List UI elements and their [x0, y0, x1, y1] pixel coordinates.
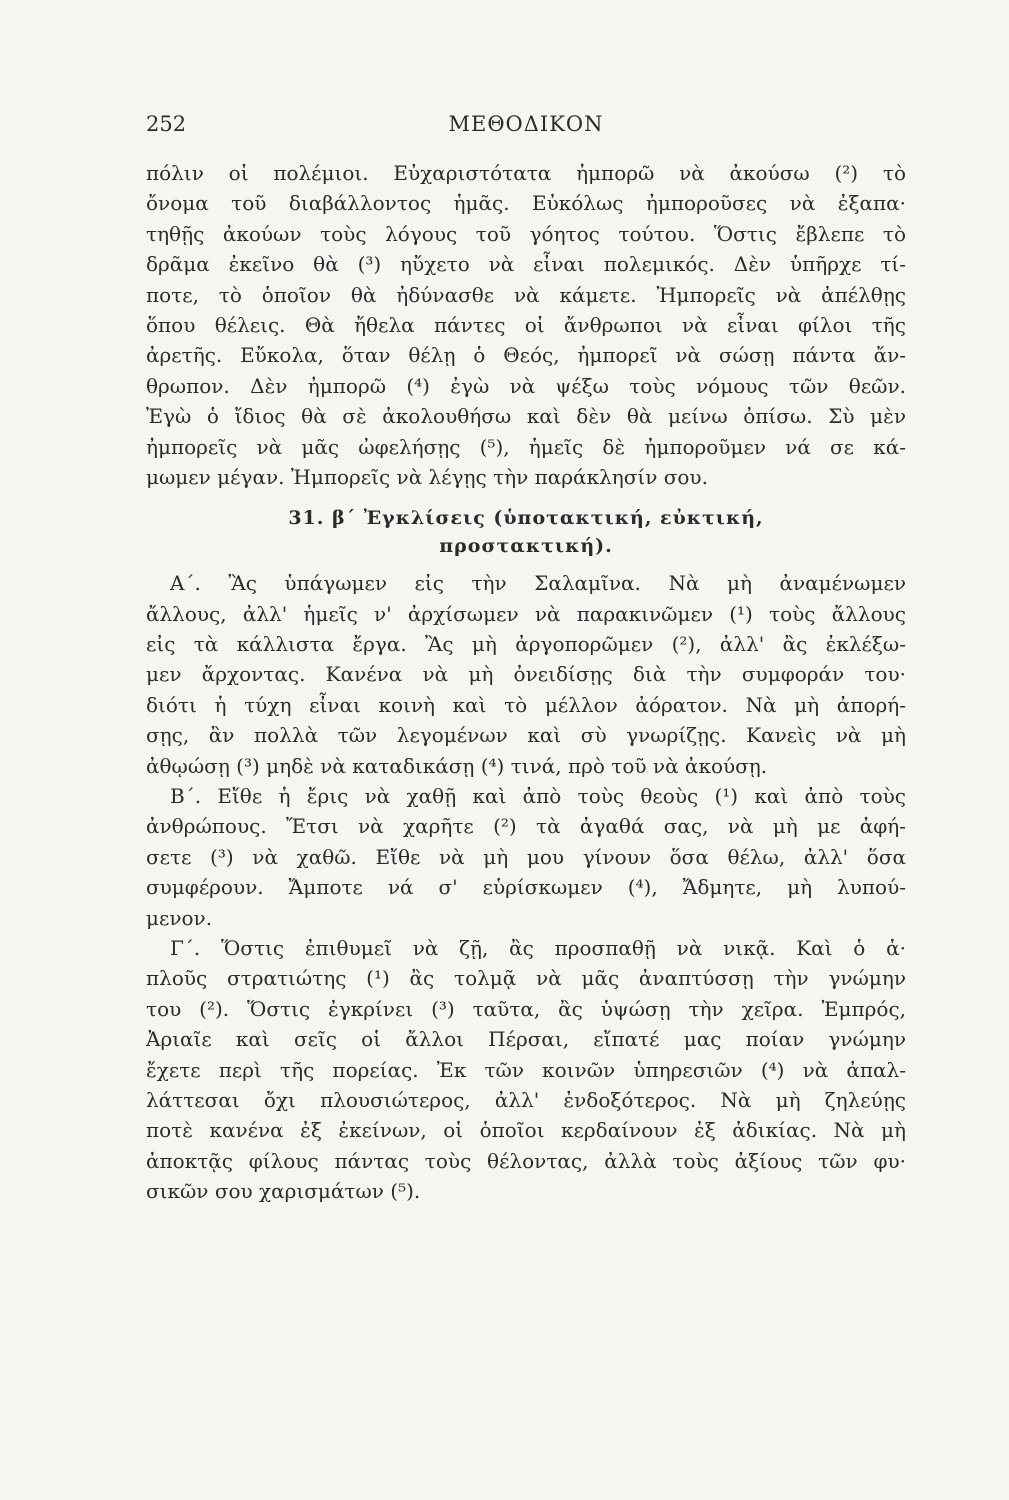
text-line: σικῶν σου χαρισμάτων (⁵).	[146, 1179, 421, 1204]
text-line: τηθῇς ἀκούων τοὺς λόγους τοῦ γόητος τούτου. Ὅστις ἔβλεπε τὸ	[146, 221, 906, 246]
text-line: ἀθῳώσῃ (³) μηδὲ νὰ καταδικάσῃ (⁴) τινά, πρὸ τοῦ νὰ ἀκούσῃ.	[146, 753, 768, 778]
text-line: ὄνομα τοῦ διαβάλλοντος ἡμᾶς. Εὐκόλως ἠμποροῦσες νὰ ἐξαπα·	[146, 191, 906, 216]
text-line: ἄλλους, ἀλλ' ἡμεῖς ν' ἀρχίσωμεν νὰ παρακινῶμεν (¹) τοὺς ἄλλους	[146, 601, 906, 626]
text-line: ἀνθρώπους. Ἔτσι νὰ χαρῆτε (²) τὰ ἀγαθά σας, νὰ μὴ με ἀφή-	[146, 814, 906, 839]
section-heading-continued: προστακτική).	[439, 535, 613, 558]
text-line: Ἐγὼ ὁ ἴδιος θὰ σὲ ἀκολουθήσω καὶ δὲν θὰ μείνω ὀπίσω. Σὺ μὲν	[146, 404, 906, 429]
text-line: δρᾶμα ἐκεῖνο θὰ (³) ηὔχετο νὰ εἶναι πολεμικός. Δὲν ὑπῆρχε τί-	[146, 252, 906, 277]
text-line: εἰς τὰ κάλλιστα ἔργα. Ἂς μὴ ἀργοπορῶμεν (²), ἀλλ' ἂς ἐκλέξω-	[146, 632, 906, 657]
paragraph-1	[146, 158, 906, 492]
text-line: ἀρετῆς. Εὔκολα, ὅταν θέλῃ ὁ Θεός, ἠμπορεῖ νὰ σώσῃ πάντα ἄν-	[146, 343, 906, 368]
text-line: ὅπου θέλεις. Θὰ ἤθελα πάντες οἱ ἄνθρωποι νὰ εἶναι φίλοι τῆς	[146, 312, 906, 337]
page-body	[146, 158, 906, 1207]
text-line: Β΄. Εἴθε ἡ ἔρις νὰ χαθῇ καὶ ἀπὸ τοὺς θεοὺς (¹) καὶ ἀπὸ τοὺς	[170, 784, 906, 809]
text-line: ἀποκτᾷς φίλους πάντας τοὺς θέλοντας, ἀλλὰ τοὺς ἀξίους τῶν φυ·	[146, 1148, 906, 1173]
text-line: ἔχετε περὶ τῆς πορείας. Ἐκ τῶν κοινῶν ὑπηρεσιῶν (⁴) νὰ ἀπαλ-	[146, 1057, 906, 1082]
exercise-c	[146, 933, 906, 1207]
exercise-b	[146, 781, 906, 933]
text-line: πόλιν οἱ πολέμιοι. Εὐχαριστότατα ἠμπορῶ νὰ ἀκούσω (²) τὸ	[146, 161, 906, 185]
text-line: μενον.	[146, 905, 213, 930]
text-line: Α΄. Ἂς ὑπάγωμεν εἰς τὴν Σαλαμῖνα. Νὰ μὴ ἀναμένωμεν	[170, 571, 906, 596]
text-line: ποτε, τὸ ὁποῖον θὰ ἠδύνασθε νὰ κάμετε. Ἠμπορεῖς νὰ ἀπέλθῃς	[146, 282, 906, 307]
text-line: του (²). Ὅστις ἐγκρίνει (³) ταῦτα, ἂς ὑψώσῃ τὴν χεῖρα. Ἐμπρός,	[146, 996, 906, 1021]
page-number: 252	[146, 112, 187, 136]
text-line: συμφέρουν. Ἄμποτε νά σ' εὑρίσκωμεν (⁴), Ἄδμητε, μὴ λυπού-	[146, 875, 906, 900]
text-line: διότι ἡ τύχη εἶναι κοινὴ καὶ τὸ μέλλον ἀόρατον. Νὰ μὴ ἀπορή-	[146, 692, 906, 717]
running-title: ΜΕΘΟΔΙΚΟΝ	[448, 112, 604, 136]
text-line: Γ΄. Ὅστις ἐπιθυμεῖ νὰ ζῇ, ἂς προσπαθῇ νὰ νικᾷ. Καὶ ὁ ἁ·	[170, 935, 906, 960]
text-line: ἠμπορεῖς νὰ μᾶς ὠφελήσῃς (⁵), ἡμεῖς δὲ ἠμποροῦμεν νά σε κά-	[146, 434, 906, 459]
text-line: θρωπον. Δὲν ἠμπορῶ (⁴) ἐγὼ νὰ ψέξω τοὺς νόμους τῶν θεῶν.	[146, 373, 906, 398]
text-line: σῃς, ἂν πολλὰ τῶν λεγομένων καὶ σὺ γνωρίζῃς. Κανεὶς νὰ μὴ	[146, 723, 906, 748]
text-line: ποτὲ κανένα ἐξ ἐκείνων, οἱ ὁποῖοι κερδαίνουν ἐξ ἀδικίας. Νὰ μὴ	[146, 1118, 906, 1143]
page-header	[146, 112, 906, 142]
text-line: λάττεσαι ὄχι πλουσιώτερος, ἀλλ' ἐνδοξότερος. Νὰ μὴ ζηλεύῃς	[146, 1087, 906, 1112]
text-line: πλοῦς στρατιώτης (¹) ἂς τολμᾷ νὰ μᾶς ἀναπτύσσῃ τὴν γνώμην	[146, 966, 906, 991]
text-line: μεν ἄρχοντας. Κανένα νὰ μὴ ὀνειδίσῃς διὰ τὴν συμφοράν του·	[146, 662, 906, 687]
text-line: σετε (³) νὰ χαθῶ. Εἴθε νὰ μὴ μου γίνουν ὅσα θέλω, ἀλλ' ὅσα	[146, 844, 906, 869]
text-line: μωμεν μέγαν. Ἠμπορεῖς νὰ λέγῃς τὴν παράκλησίν σου.	[146, 464, 708, 489]
section-heading: 31. β΄ Ἐγκλίσεις (ὑποτακτική, εὐκτική,	[288, 507, 764, 530]
exercise-a	[146, 568, 906, 781]
text-line: Ἀριαῖε καὶ σεῖς οἱ ἄλλοι Πέρσαι, εἴπατέ μας ποίαν γνώμην	[146, 1027, 906, 1052]
